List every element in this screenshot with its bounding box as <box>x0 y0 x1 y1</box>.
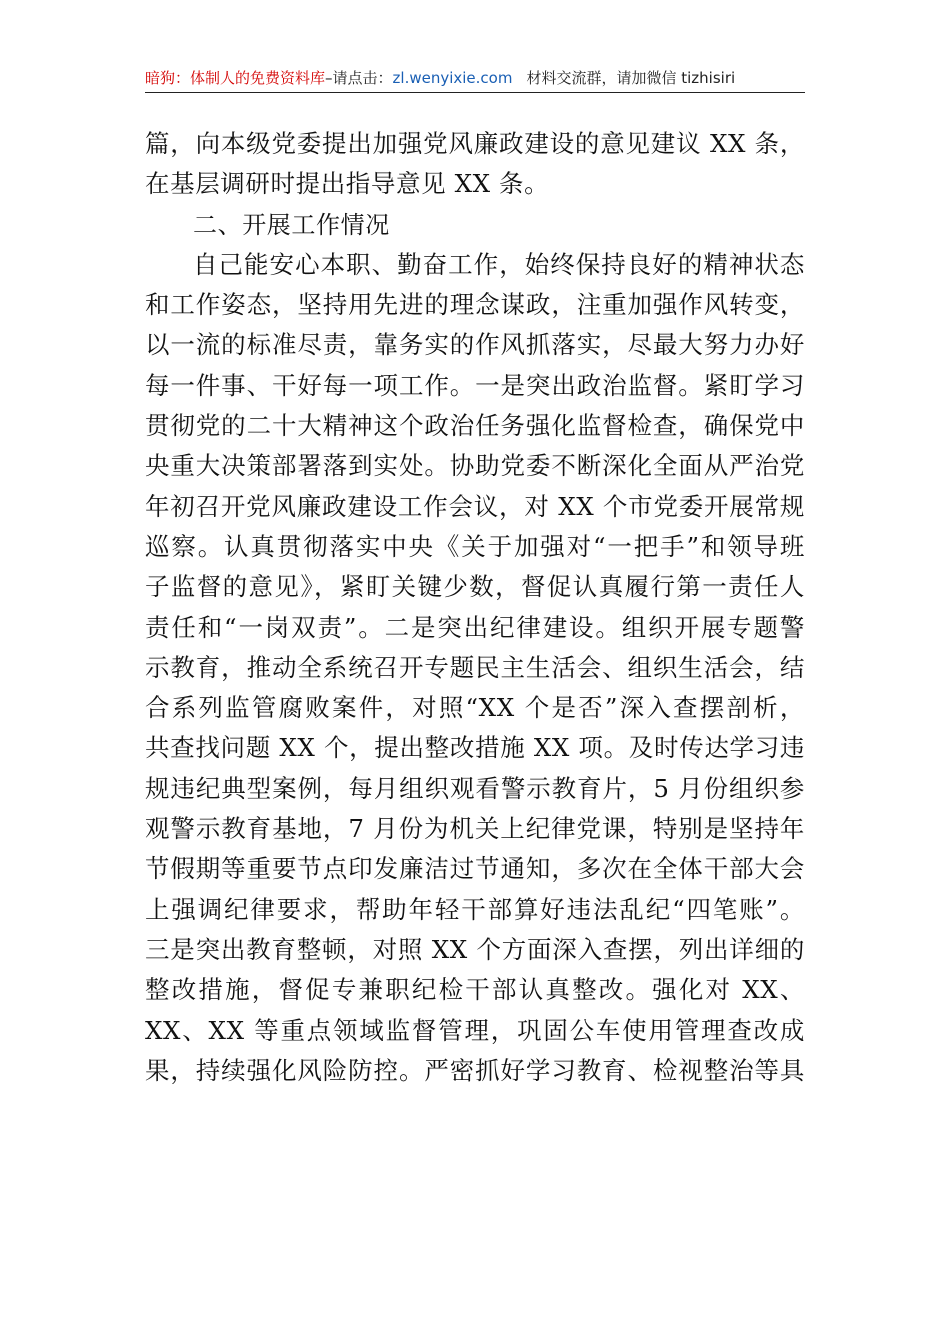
paragraph-line: 规违纪典型案例，每月组织观看警示教育片，5 月份组织参 <box>145 773 805 803</box>
paragraph-line: 节假期等重要节点印发廉洁过节通知，多次在全体干部大会 <box>145 854 805 884</box>
paragraph-line: 示教育，推动全系统召开专题民主生活会、组织生活会，结 <box>145 652 805 682</box>
header-url-link[interactable]: zl.wenyixie.com <box>392 69 513 87</box>
paragraph-line: 自己能安心本职、勤奋工作，始终保持良好的精神状态 <box>193 249 805 279</box>
paragraph-line: 共查找问题 XX 个，提出整改措施 XX 项。及时传达学习违 <box>145 733 805 763</box>
header-click-prefix: –请点击： <box>325 69 393 87</box>
paragraph-line: 篇，向本级党委提出加强党风廉政建设的意见建议 XX 条， <box>145 129 805 158</box>
header-brand: 暗狗：体制人的免费资料库 <box>145 69 326 87</box>
paragraph-line: 每一件事、干好每一项工作。一是突出政治监督。紧盯学习 <box>145 370 805 400</box>
document-body <box>145 124 805 1091</box>
paragraph-line: 以一流的标准尽责，靠务实的作风抓落实，尽最大努力办好 <box>145 330 805 360</box>
paragraph-line: XX、XX 等重点领域监督管理，巩固公车使用管理查改成 <box>145 1015 805 1045</box>
paragraph-line: 整改措施，督促专兼职纪检干部认真整改。强化对 XX、 <box>145 975 805 1005</box>
section-heading: 二、开展工作情况 <box>193 210 390 239</box>
page-header <box>145 66 805 93</box>
paragraph-line: 央重大决策部署落到实处。协助党委不断深化全面从严治党 <box>145 451 805 481</box>
paragraph-line: 上强调纪律要求，帮助年轻干部算好违法乱纪“四笔账”。 <box>145 894 805 924</box>
paragraph-line: 和工作姿态，坚持用先进的理念谋政，注重加强作风转变， <box>145 290 805 320</box>
paragraph-line: 三是突出教育整顿，对照 XX 个方面深入查摆，列出详细的 <box>145 934 805 964</box>
header-wechat-note: 材料交流群，请加微信 tizhisiri <box>526 69 736 87</box>
paragraph-line: 在基层调研时提出指导意见 XX 条。 <box>145 169 550 199</box>
paragraph-line: 贯彻党的二十大精神这个政治任务强化监督检查，确保党中 <box>145 411 805 441</box>
paragraph-line: 观警示教育基地，7 月份为机关上纪律党课，特别是坚持年 <box>145 814 805 844</box>
paragraph-line: 合系列监管腐败案件，对照“XX 个是否”深入查摆剖析， <box>145 693 805 723</box>
paragraph-line: 果，持续强化风险防控。严密抓好学习教育、检视整治等具 <box>145 1055 805 1085</box>
paragraph-line: 子监督的意见》，紧盯关键少数，督促认真履行第一责任人 <box>145 572 805 602</box>
paragraph-line: 巡察。认真贯彻落实中央《关于加强对“一把手”和领导班 <box>145 531 805 561</box>
paragraph-line: 年初召开党风廉政建设工作会议，对 XX 个市党委开展常规 <box>145 491 805 521</box>
paragraph-line: 责任和“一岗双责”。二是突出纪律建设。组织开展专题警 <box>145 612 805 642</box>
